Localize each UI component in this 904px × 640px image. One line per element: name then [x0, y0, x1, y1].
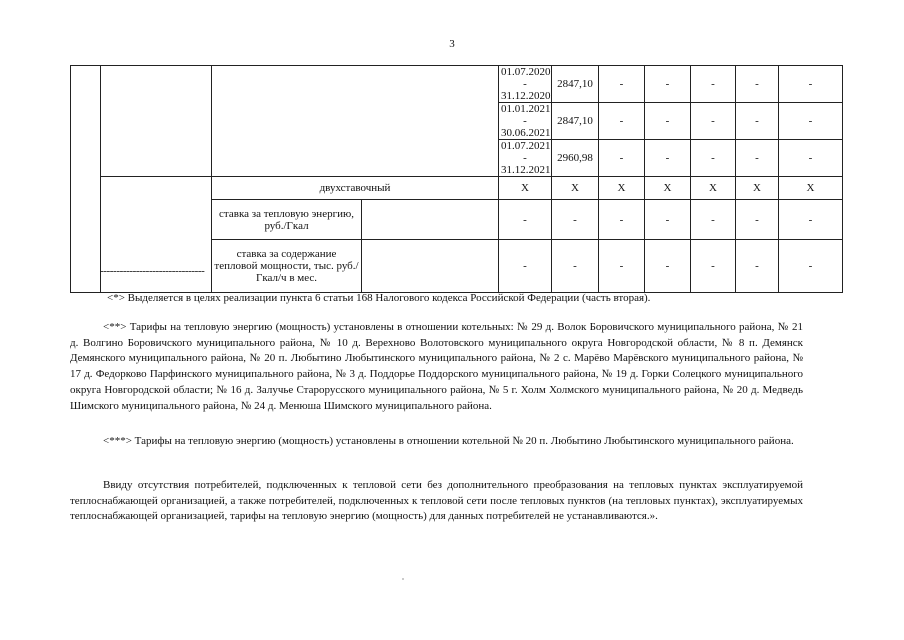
value-cell: 2960,98	[552, 140, 599, 177]
dash-cell: -	[645, 140, 691, 177]
dash-cell: -	[599, 103, 645, 140]
value-cell: 2847,10	[552, 66, 599, 103]
footnote-single-asterisk: <*> Выделяется в целях реализации пункта 6 статьи 168 Налогового кодекса Российской Федерации (часть вторая).	[107, 292, 651, 304]
dash-cell: -	[599, 240, 645, 293]
footnote-triple-asterisk: <***> Тарифы на тепловую энергию (мощность) установлены в отношении котельной № 20 п. Любытино Любытинского муниципального района.	[103, 435, 794, 447]
x-cell: Х	[691, 177, 736, 200]
dash-cell: -	[691, 66, 736, 103]
dash-cell: -	[691, 200, 736, 240]
table-cell-empty	[101, 66, 212, 177]
dash-cell: -	[499, 240, 552, 293]
dash-cell: -	[736, 200, 779, 240]
x-cell: Х	[736, 177, 779, 200]
period-cell: 01.01.2021 - 30.06.2021	[499, 103, 552, 140]
period-cell: 01.07.2021 - 31.12.2021	[499, 140, 552, 177]
footnote-double-asterisk: <**> Тарифы на тепловую энергию (мощность) установлены в отношении котельных: № 29 д. Волок Боровичского муниципального района, № 21 д. Волгино Боровичского муниципального района, № 10 д. Верехново Волотовского муниципального округа Новгородской области, № 8 п. Демянск Демянского муниципального района, № 20 п. Любытино Любытинского муниципального района, № 2 с. Марёво Марёвского муниципального района, № 17 д. Федорково Парфинского муниципального района, № 3 д. Поддорье Поддорского муниципального района, № 19 д. Горки Солецкого муниципального округа Новгородской области; № 16 д. Залучье Старорусского муниципального района, № 5 г. Холм Холмского муниципального района, № 20 д. Медведь Шимского муниципального района, № 24 д. Менюша Шимского муниципального района.	[70, 321, 803, 412]
dash-cell: -	[736, 240, 779, 293]
dash-cell: -	[779, 66, 843, 103]
table-row	[71, 66, 843, 103]
two-part-label: двухставочный	[212, 177, 499, 200]
dash-cell: -	[779, 240, 843, 293]
dash-cell: -	[779, 200, 843, 240]
dash-cell: -	[645, 66, 691, 103]
dash-cell: -	[779, 140, 843, 177]
dash-cell: -	[691, 103, 736, 140]
dash-cell: -	[736, 66, 779, 103]
dash-cell: -	[599, 66, 645, 103]
dash-cell: -	[736, 140, 779, 177]
table-cell-empty	[362, 240, 499, 293]
page-number: 3	[449, 38, 455, 50]
dash-cell: -	[691, 240, 736, 293]
dash-cell: -	[552, 200, 599, 240]
dash-cell: -	[645, 200, 691, 240]
x-cell: Х	[499, 177, 552, 200]
energy-rate-label: ставка за тепловую энергию, руб./Гкал	[212, 200, 362, 240]
closing-paragraph: Ввиду отсутствия потребителей, подключенных к тепловой сети без дополнительного преобразования на тепловых пунктах эксплуатируемой теплоснабжающей организацией, а также потребителей, подключенных к тепловой сети после тепловых пунктов (на тепловых пунктах), эксплуатируемых теплоснабжающей организацией, тарифы на тепловую энергию (мощность) для данных потребителей не устанавливаются.».	[70, 479, 803, 523]
table-cell-empty	[362, 200, 499, 240]
value-cell: 2847,10	[552, 103, 599, 140]
dash-cell: -	[599, 200, 645, 240]
dash-cell: -	[499, 200, 552, 240]
dash-cell: -	[736, 103, 779, 140]
x-cell: Х	[645, 177, 691, 200]
period-cell: 01.07.2020 - 31.12.2020	[499, 66, 552, 103]
dash-cell: -	[779, 103, 843, 140]
tariff-table	[70, 65, 843, 293]
dash-cell: -	[645, 240, 691, 293]
table-row	[71, 177, 843, 200]
scan-speck	[402, 578, 404, 580]
dash-cell: -	[552, 240, 599, 293]
x-cell: Х	[599, 177, 645, 200]
footnote-separator: --------------------------------	[100, 265, 205, 277]
dash-cell: -	[691, 140, 736, 177]
table-cell-empty	[212, 66, 499, 177]
dash-cell: -	[645, 103, 691, 140]
x-cell: Х	[779, 177, 843, 200]
x-cell: Х	[552, 177, 599, 200]
table-cell-empty	[71, 66, 101, 293]
capacity-rate-label: ставка за содержание тепловой мощности, тыс. руб./Гкал/ч в мес.	[212, 240, 362, 293]
dash-cell: -	[599, 140, 645, 177]
